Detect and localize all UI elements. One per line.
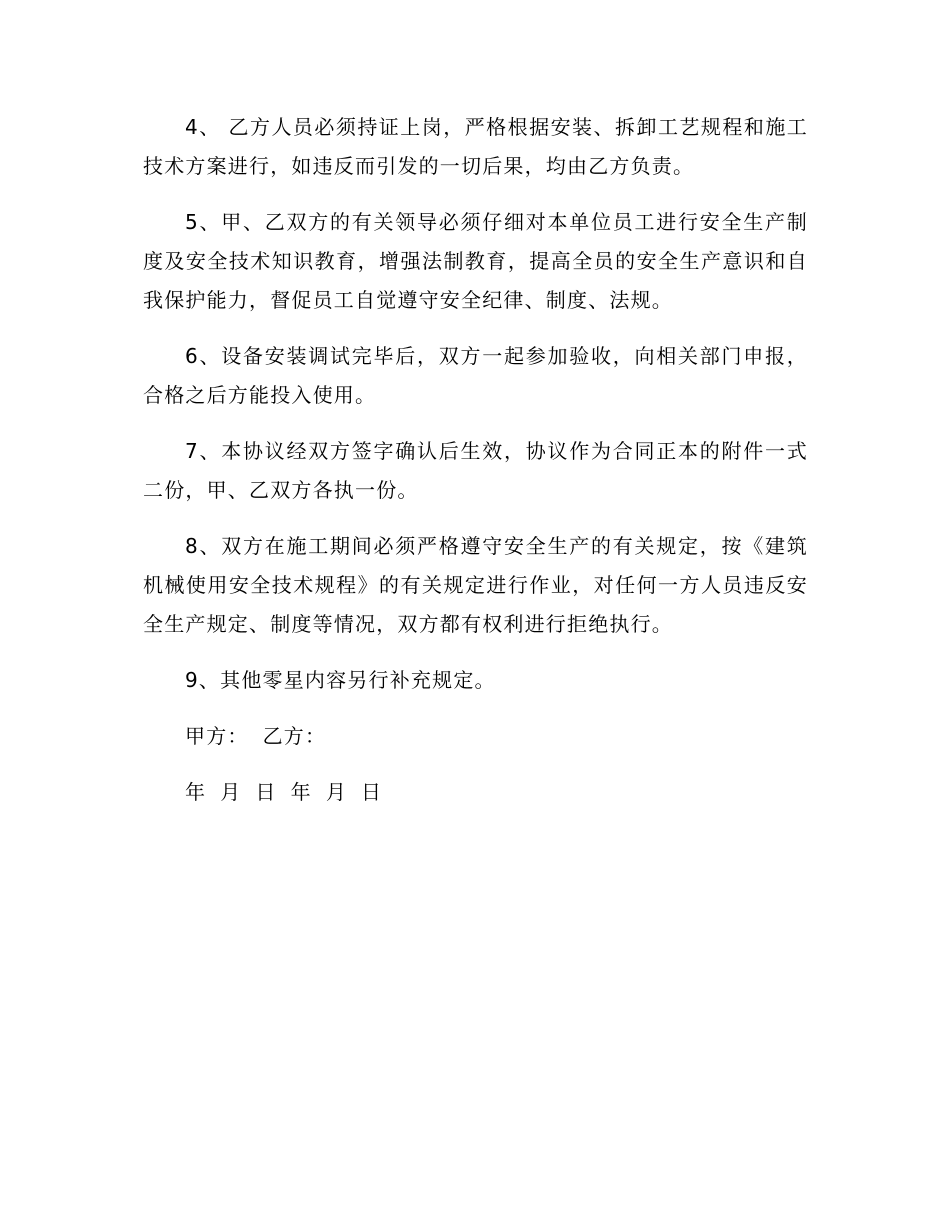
party-a-label: 甲方：	[185, 724, 249, 748]
party-a-month: 月	[220, 780, 242, 804]
party-a-year: 年	[185, 780, 207, 804]
document-body	[143, 108, 808, 829]
clause-6: 6、设备安装调试完毕后，双方一起参加验收，向相关部门申报，合格之后方能投入使用。	[143, 344, 808, 407]
party-b-year: 年	[290, 780, 312, 804]
clause-8: 8、双方在施工期间必须严格遵守安全生产的有关规定，按《建筑机械使用安全技术规程》的有关规定进行作业，对任何一方人员违反安全生产规定、制度等情况，双方都有权利进行拒绝执行。	[143, 534, 808, 636]
clause-9: 9、其他零星内容另行补充规定。	[185, 668, 496, 692]
party-b-label: 乙方：	[262, 724, 327, 748]
signature-line	[143, 717, 808, 756]
clause-5: 5、甲、乙双方的有关领导必须仔细对本单位员工进行安全生产制度及安全技术知识教育，增强法制教育，提高全员的安全生产意识和自我保护能力，督促员工自觉遵守安全纪律、制度、法规。	[143, 210, 808, 312]
party-b-month: 月	[325, 780, 348, 804]
party-b-day: 日	[361, 780, 383, 804]
clause-4: 4、 乙方人员必须持证上岗，严格根据安装、拆卸工艺规程和施工技术方案进行，如违反而引发的一切后果，均由乙方负责。	[143, 115, 808, 178]
date-line	[143, 773, 808, 812]
clause-7: 7、本协议经双方签字确认后生效，协议作为合同正本的附件一式二份，甲、乙双方各执一份。	[143, 439, 808, 502]
party-a-day: 日	[255, 780, 277, 804]
